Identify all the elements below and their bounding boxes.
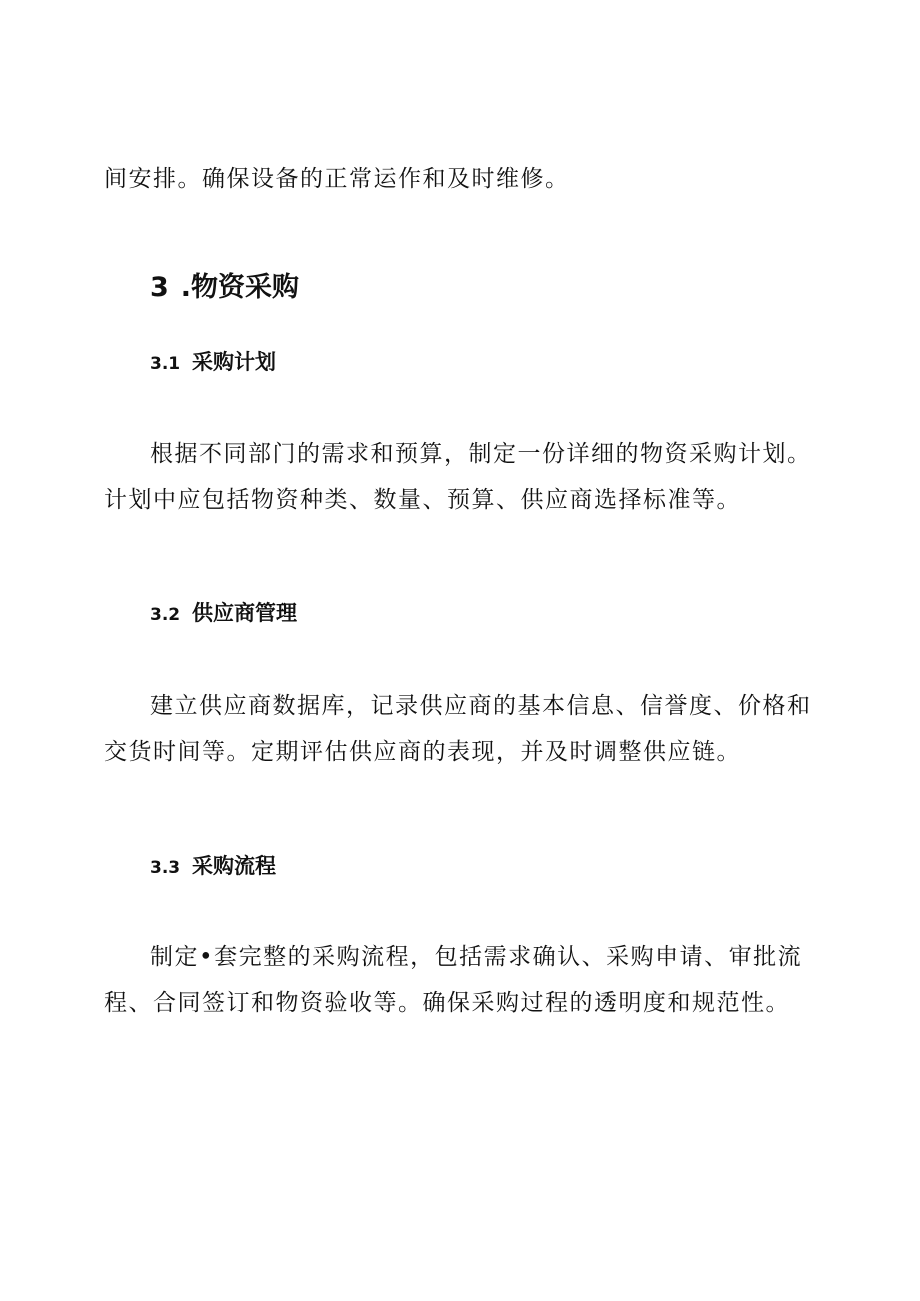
section-number: 3 [150,272,169,303]
section-heading [150,268,299,308]
subsection-number: 3.2 [150,605,181,625]
subsection-heading-3-1 [150,346,276,380]
subsection-title: 供应商管理 [192,601,297,625]
subsection-number: 3.3 [150,858,181,878]
subsection-body-3-3: 制定•套完整的采购流程，包括需求确认、采购申请、审批流程、合同签订和物资验收等。确保采购过程的透明度和规范性。 [104,944,803,1016]
intro-paragraph: 间安排。确保设备的正常运作和及时维修。 [104,166,570,192]
section-title: .物资采购 [180,272,300,303]
subsection-heading-3-2 [150,597,297,631]
subsection-number: 3.1 [150,354,181,374]
subsection-body-3-2: 建立供应商数据库，记录供应商的基本信息、信誉度、价格和交货时间等。定期评估供应商的表现，并及时调整供应链。 [104,693,812,765]
subsection-title: 采购计划 [192,350,276,374]
subsection-body-3-1: 根据不同部门的需求和预算，制定一份详细的物资采购计划。计划中应包括物资种类、数量、预算、供应商选择标准等。 [104,441,812,513]
subsection-title: 采购流程 [192,854,276,878]
subsection-heading-3-3 [150,850,276,884]
